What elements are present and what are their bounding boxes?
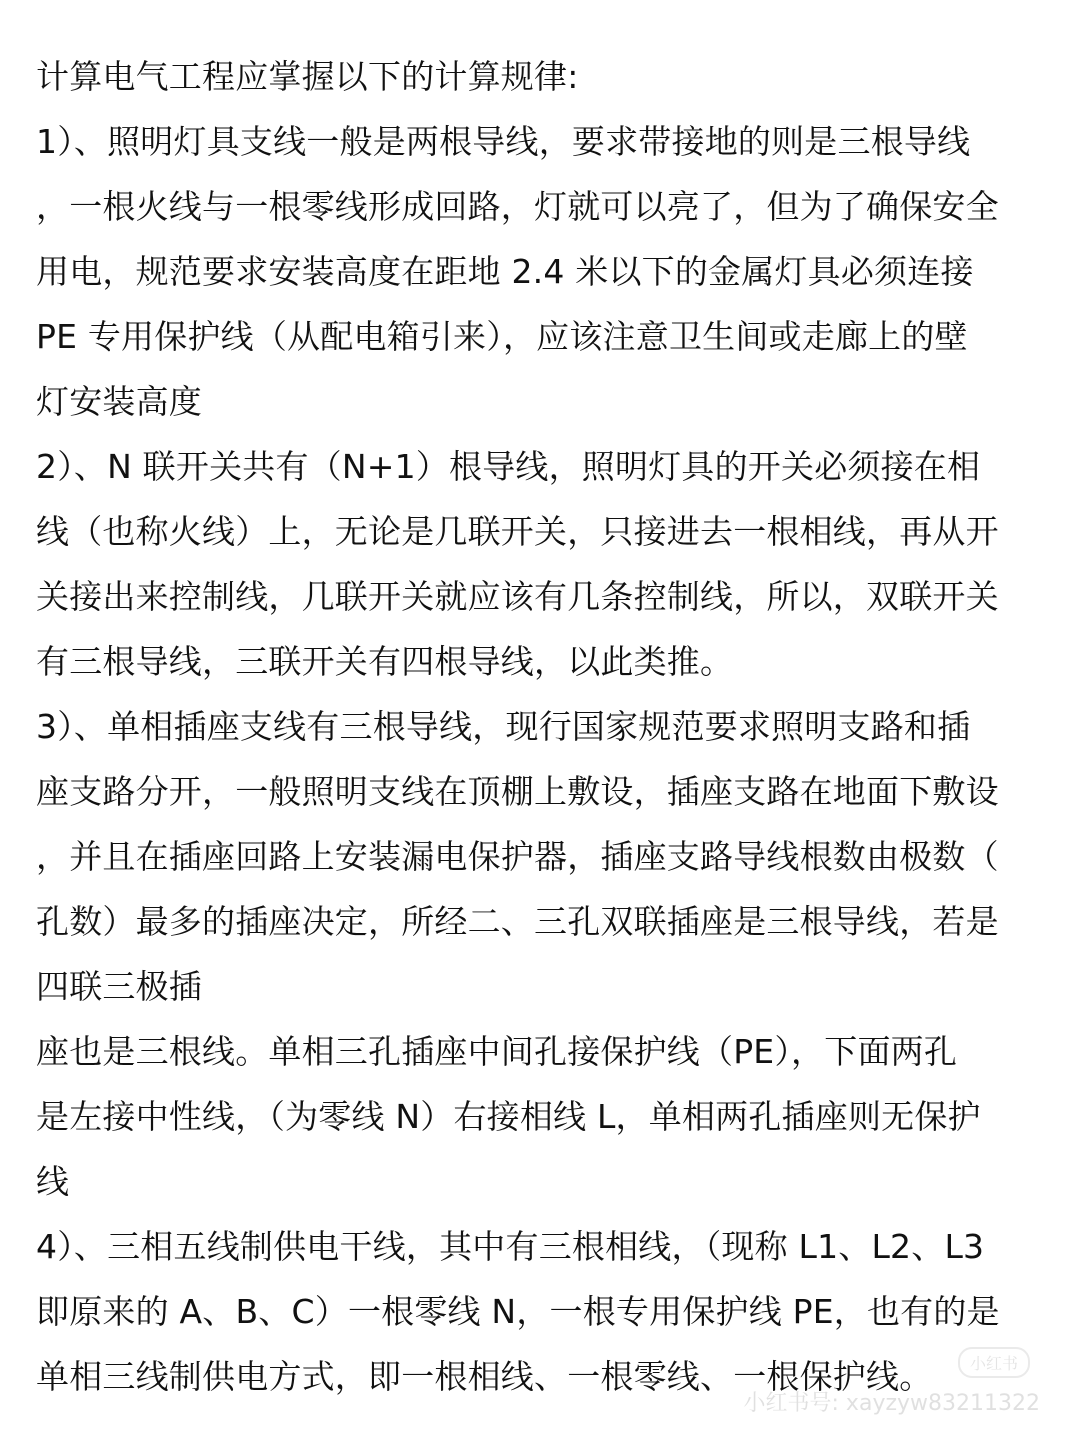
text-line: 线: [36, 1162, 70, 1201]
text-line: 关接出来控制线，几联开关就应该有几条控制线，所以，双联开关: [36, 577, 999, 616]
text-line: 3）、单相插座支线有三根导线，现行国家规范要求照明支路和插: [36, 707, 971, 746]
text-line: 1）、照明灯具支线一般是两根导线，要求带接地的则是三根导线: [36, 122, 971, 161]
text-line: 4）、三相五线制供电干线，其中有三根相线，（现称 L1、L2、L3: [36, 1227, 985, 1266]
text-line: ，并且在插座回路上安装漏电保护器，插座支路导线根数由极数（: [36, 837, 999, 876]
text-line: 有三根导线，三联开关有四根导线，以此类推。: [36, 642, 734, 681]
watermark: [744, 1347, 1040, 1417]
text-line: 线（也称火线）上，无论是几联开关，只接进去一根相线，再从开: [36, 512, 999, 551]
text-line: 用电，规范要求安装高度在距地 2.4 米以下的金属灯具必须连接: [36, 252, 974, 291]
watermark-id: 小红书号: xayzyw83211322: [743, 1391, 1040, 1416]
document-body: [36, 44, 1056, 1409]
text-line: 座也是三根线。单相三孔插座中间孔接保护线（PE），下面两孔: [36, 1032, 958, 1071]
watermark-logo: 小红书: [958, 1347, 1030, 1378]
text-line: 即原来的 A、B、C）一根零线 N，一根专用保护线 PE，也有的是: [36, 1292, 1000, 1331]
text-line: 计算电气工程应掌握以下的计算规律:: [36, 57, 579, 96]
text-line: ，一根火线与一根零线形成回路，灯就可以亮了，但为了确保安全: [36, 187, 999, 226]
text-line: 2）、N 联开关共有（N+1）根导线，照明灯具的开关必须接在相: [36, 447, 981, 486]
text-line: 是左接中性线，（为零线 N）右接相线 L，单相两孔插座则无保护: [36, 1097, 981, 1136]
text-line: 座支路分开，一般照明支线在顶棚上敷设，插座支路在地面下敷设: [36, 772, 999, 811]
text-line: 孔数）最多的插座决定，所经二、三孔双联插座是三根导线，若是: [36, 902, 999, 941]
text-line: 单相三线制供电方式，即一根相线、一根零线、一根保护线。: [36, 1357, 933, 1396]
text-line: PE 专用保护线（从配电箱引来），应该注意卫生间或走廊上的壁: [36, 317, 968, 356]
text-line: 灯安装高度: [36, 382, 202, 421]
text-line: 四联三极插: [36, 967, 202, 1006]
